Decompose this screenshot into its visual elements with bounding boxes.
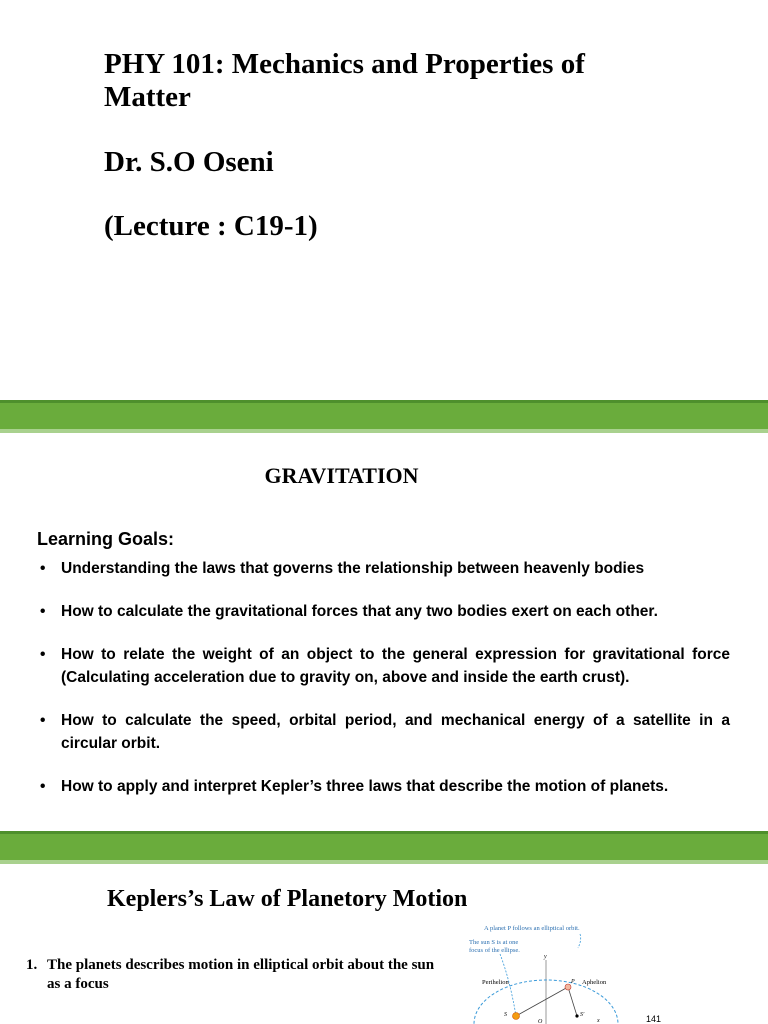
sun-icon [513, 1013, 520, 1020]
origin-label: O [538, 1019, 543, 1024]
focus-point-icon [575, 1014, 578, 1017]
item-number: 1. [26, 957, 38, 973]
focus-label: S′ [580, 1012, 585, 1018]
perihelion-label: Perihelion [482, 979, 509, 986]
goal-text: How to apply and interpret Kepler’s three laws that describe the motion of planets. [61, 778, 669, 795]
caption-pointer [578, 934, 581, 948]
item-text: The planets describes motion in elliptical orbit about the sun as a focus [47, 957, 435, 992]
list-item [40, 643, 730, 689]
author-name: Dr. S.O Oseni [104, 146, 274, 178]
goal-text: How to calculate the speed, orbital period, and mechanical energy of a satellite in a circular orbit. [61, 712, 730, 752]
learning-goals-label: Learning Goals: [37, 529, 175, 549]
radius-line-2 [568, 987, 577, 1016]
sun-label: S [504, 1012, 507, 1018]
list-item [40, 557, 730, 580]
lecture-code: (Lecture : C19-1) [104, 210, 318, 242]
x-axis-label: x [597, 1018, 600, 1024]
diagram-caption-sun-1: The sun S is at one [469, 939, 519, 946]
slide-heading: Keplers’s Law of Planetory Motion [107, 886, 468, 912]
goal-text: How to calculate the gravitational forces that any two bodies exert on each other. [61, 603, 658, 620]
kepler-slide [0, 866, 768, 1024]
y-axis-label: y [544, 954, 547, 960]
goal-text: How to relate the weight of an object to the general expression for gravitational force (Calculating acceleration due to gravity on, above and inside the earth crust). [61, 646, 730, 686]
list-item [40, 775, 730, 798]
slide-separator [0, 400, 768, 433]
bullet-icon: • [40, 560, 46, 577]
planet-label: P [571, 979, 575, 985]
elliptical-orbit-diagram [460, 920, 620, 1024]
course-title: PHY 101: Mechanics and Properties of Matter [104, 48, 585, 113]
radius-line [516, 987, 568, 1016]
aphelion-label: Aphelion [582, 979, 607, 986]
bullet-icon: • [40, 646, 46, 663]
slide-heading: GRAVITATION [264, 463, 419, 488]
learning-goals-list [40, 557, 730, 818]
bullet-icon: • [40, 712, 46, 729]
list-item [26, 956, 436, 994]
diagram-caption-top: A planet P follows an elliptical orbit. [484, 925, 580, 932]
bullet-icon: • [40, 603, 46, 620]
slide-separator [0, 831, 768, 864]
title-slide [0, 0, 768, 400]
diagram-caption-sun-2: focus of the ellipse. [469, 947, 520, 954]
list-item [40, 600, 730, 623]
list-item [40, 709, 730, 755]
bullet-icon: • [40, 778, 46, 795]
page-number: 141 [646, 1014, 662, 1024]
goal-text: Understanding the laws that governs the relationship between heavenly bodies [61, 560, 645, 577]
learning-goals-slide [0, 433, 768, 831]
